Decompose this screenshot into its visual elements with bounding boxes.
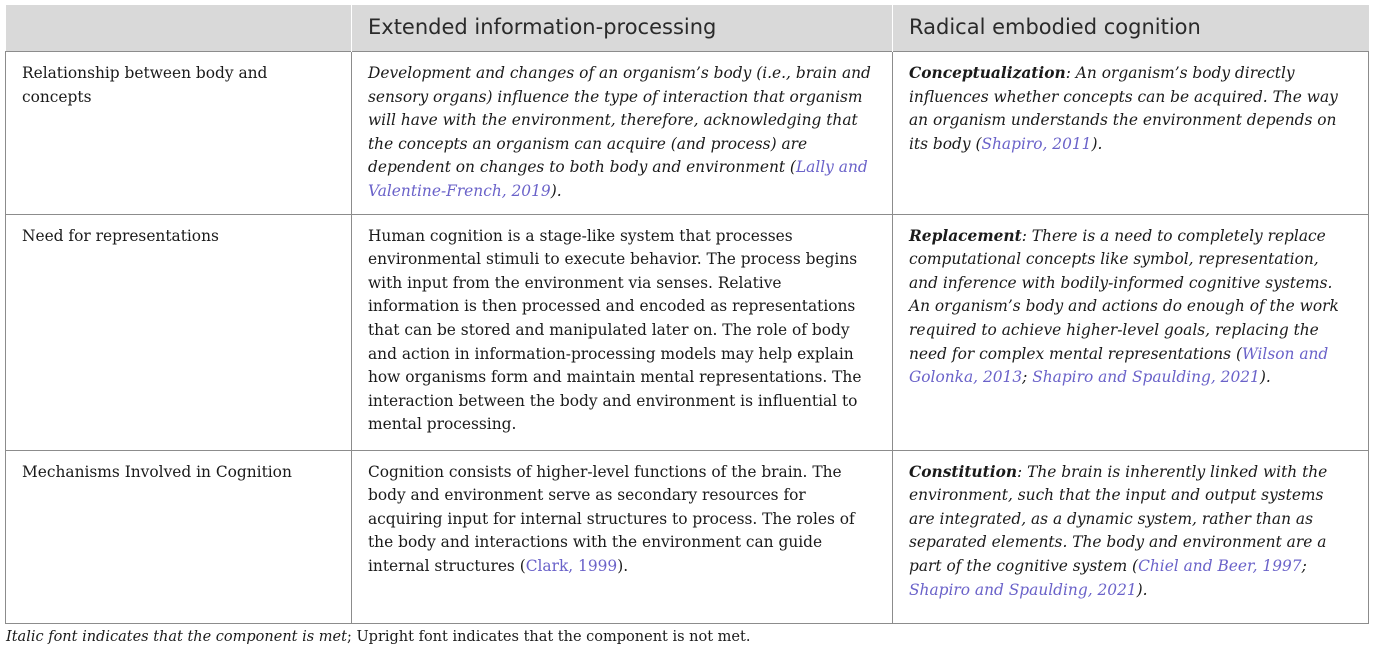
table-row xyxy=(6,52,1369,215)
citation-link[interactable]: Shapiro and Spaulding, 2021 xyxy=(909,580,1137,599)
citation-separator: ; xyxy=(1301,556,1307,575)
row-label: Mechanisms Involved in Cognition xyxy=(6,450,352,623)
row-label: Need for representations xyxy=(6,214,352,450)
citation-link[interactable]: Shapiro, 2011 xyxy=(981,134,1092,153)
header-empty xyxy=(6,5,352,52)
cell-text: : There is a need to completely replace computational concepts like symbol, representation, and inference with bodily-informed cognitive systems. An organism’s body and actions do enough of the work required to achieve higher-level goals, replacing the need for complex mental representations ( xyxy=(909,226,1339,363)
table-footnote xyxy=(6,629,750,645)
cell-text-end: ). xyxy=(617,556,629,575)
cell-text: : The brain is inherently linked with the environment, such that the input and output systems are integrated, as a dynamic system, rather than as separated elements. The body and environment are a part of the cognitive system ( xyxy=(909,462,1328,575)
table-row xyxy=(6,214,1369,450)
citation-link[interactable]: Clark, 1999 xyxy=(525,556,618,575)
footnote-italic: Italic font indicates that the component is met xyxy=(6,629,347,645)
cell-text: Human cognition is a stage-like system that processes environmental stimuli to execute behavior. The process begins with input from the environment via senses. Relative information is then processed and encoded as representations that can be stored and manipulated later on. The role of body and action in information-processing models may help explain how organisms form and maintain mental representations. The interaction between the body and environment is influential to mental processing. xyxy=(368,226,862,434)
citation-link[interactable]: Chiel and Beer, 1997 xyxy=(1138,556,1302,575)
cell-text-end: ). xyxy=(550,181,562,200)
citation-link[interactable]: Wilson and Golonka, 2013 xyxy=(909,344,1329,387)
component-term: Conceptualization xyxy=(909,64,1066,82)
citation-separator: ; xyxy=(1022,368,1033,387)
radical-cell xyxy=(893,214,1369,450)
cell-text: Cognition consists of higher-level functions of the brain. The body and environment serve as secondary resources for acquiring input for internal structures to process. The roles of the body and interactions with the environment can guide internal structures ( xyxy=(368,462,855,575)
header-extended-info: Extended information-processing xyxy=(352,5,893,52)
extended-info-cell xyxy=(352,214,893,450)
cell-text: Development and changes of an organism’s body (i.e., brain and sensory organs) influence the type of interaction that organism will have with the environment, therefore, acknowledging that the concepts an organism can acquire (and process) are dependent on changes to both body and environment ( xyxy=(368,64,871,177)
radical-cell xyxy=(893,450,1369,623)
extended-info-cell xyxy=(352,450,893,623)
extended-info-cell xyxy=(352,52,893,215)
radical-cell xyxy=(893,52,1369,215)
citation-link[interactable]: Lally and Valentine-French, 2019 xyxy=(368,158,868,200)
comparison-table xyxy=(5,5,1369,624)
citation-link[interactable]: Shapiro and Spaulding, 2021 xyxy=(1032,368,1260,387)
table-row xyxy=(6,450,1369,623)
cell-text-end: ). xyxy=(1259,368,1271,387)
cell-text-end: ). xyxy=(1136,580,1148,599)
footnote-upright: ; Upright font indicates that the component is not met. xyxy=(346,629,751,645)
component-term: Constitution xyxy=(909,462,1018,481)
component-term: Replacement xyxy=(909,226,1022,245)
row-label: Relationship between body and concepts xyxy=(6,52,352,215)
header-row xyxy=(6,5,1369,52)
header-radical-embodied: Radical embodied cognition xyxy=(893,5,1369,52)
cell-text-end: ). xyxy=(1091,134,1103,153)
cell-text: : An organism’s body directly influences whether concepts can be acquired. The way an organism understands the environment depends on its body ( xyxy=(909,64,1338,153)
